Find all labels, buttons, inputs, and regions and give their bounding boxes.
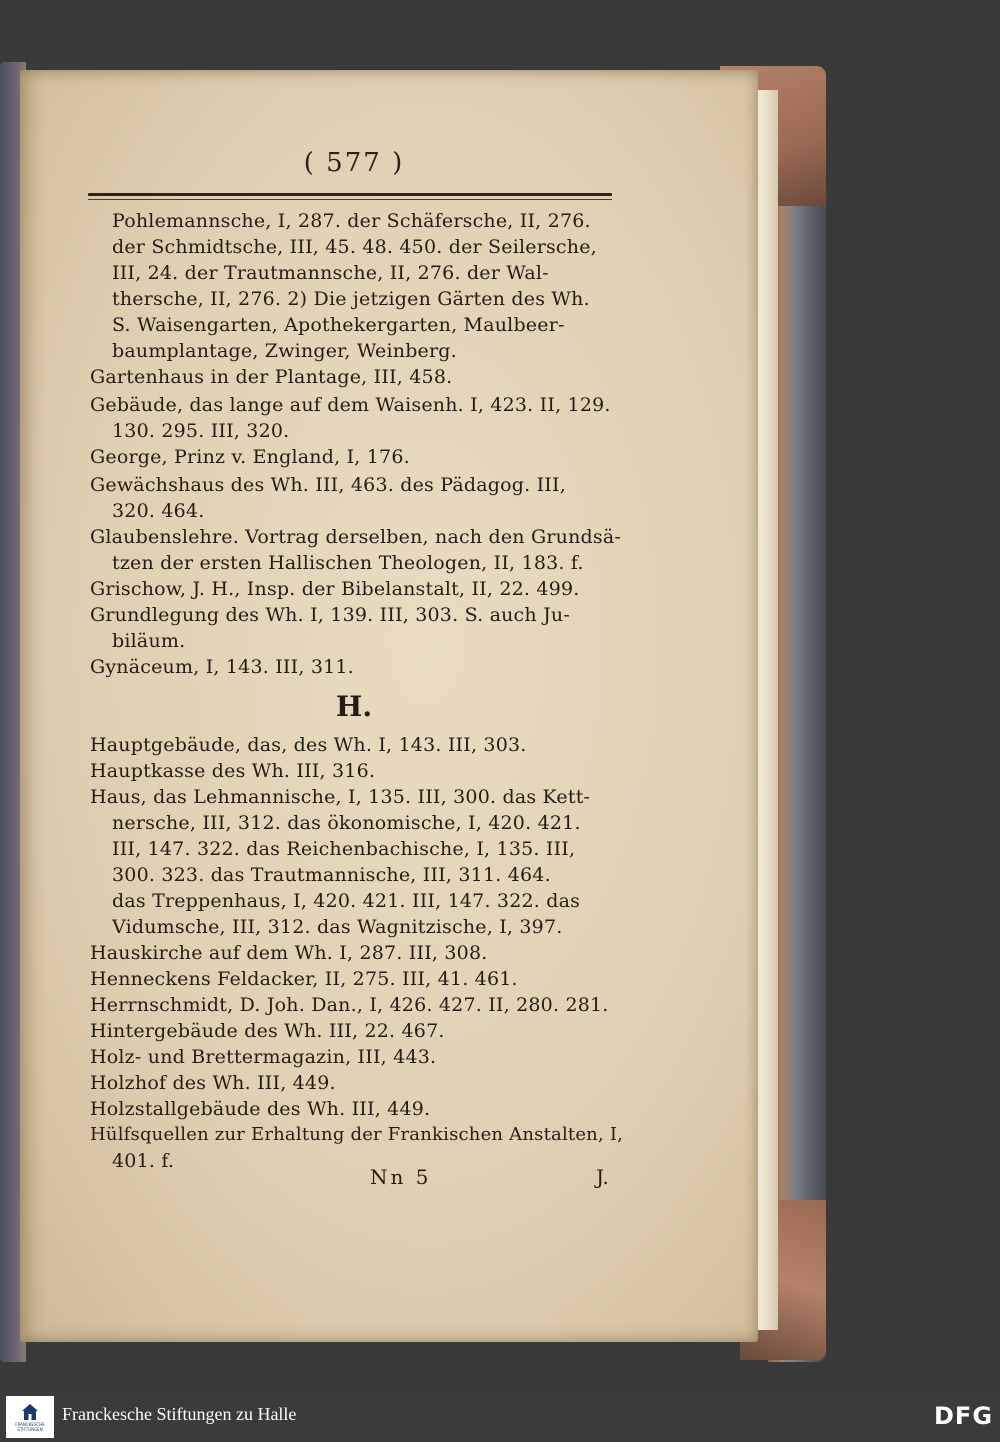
header-rule (88, 193, 612, 196)
index-line: 300. 323. das Trautmannische, III, 311. 464. (112, 864, 551, 886)
index-line: Hintergebäude des Wh. III, 22. 467. (90, 1020, 445, 1042)
index-line: Glaubenslehre. Vortrag derselben, nach den Grundsä- (90, 526, 621, 548)
section-heading: H. (335, 690, 373, 723)
index-line: der Schmidtsche, III, 45. 48. 450. der Seilersche, (112, 236, 597, 258)
footer-title[interactable]: Franckesche Stiftungen zu Halle (62, 1404, 297, 1424)
index-line: das Treppenhaus, I, 420. 421. III, 147. 322. das (112, 890, 581, 912)
index-line: Holz- und Brettermagazin, III, 443. (90, 1046, 437, 1068)
index-line: 130. 295. III, 320. (112, 420, 290, 442)
signature-mark: Nn 5 (370, 1165, 432, 1189)
index-line: Grundlegung des Wh. I, 139. III, 303. S. auch Ju- (90, 604, 570, 626)
index-line: Vidumsche, III, 312. das Wagnitzische, I, 397. (112, 916, 563, 938)
foundation-crest-icon[interactable] (6, 1396, 54, 1438)
index-line: 401. f. (112, 1150, 175, 1172)
index-line: Pohlemannsche, I, 287. der Schäfersche, II, 276. (112, 210, 591, 232)
index-line: George, Prinz v. England, I, 176. (90, 446, 410, 468)
header-rule-thin (88, 199, 612, 200)
logo-text: FRANCKESCHE STIFTUNGEN (15, 1422, 45, 1432)
index-line: Henneckens Feldacker, II, 275. III, 41. 461. (90, 968, 518, 990)
index-line: Hauskirche auf dem Wh. I, 287. III, 308. (90, 942, 488, 964)
crest-icon (20, 1402, 40, 1422)
index-line: Hülfsquellen zur Erhaltung der Frankischen Anstalten, I, (90, 1124, 624, 1145)
index-line: S. Waisengarten, Apothekergarten, Maulbeer- (112, 314, 565, 336)
index-line: Gewächshaus des Wh. III, 463. des Pädagog. III, (90, 474, 566, 496)
catchword: J. (596, 1165, 609, 1189)
page-number: ( 577 ) (303, 148, 405, 178)
dfg-logo[interactable]: DFG (934, 1402, 994, 1430)
index-line: tzen der ersten Hallischen Theologen, II, 183. f. (112, 552, 584, 574)
index-line: Hauptgebäude, das, des Wh. I, 143. III, 303. (90, 734, 527, 756)
index-line: Holzstallgebäude des Wh. III, 449. (90, 1098, 431, 1120)
index-line: biläum. (112, 630, 186, 652)
index-line: Gynäceum, I, 143. III, 311. (90, 656, 354, 678)
index-line: III, 24. der Trautmannsche, II, 276. der Wal- (112, 262, 549, 284)
index-line: Hauptkasse des Wh. III, 316. (90, 760, 376, 782)
index-line: Holzhof des Wh. III, 449. (90, 1072, 336, 1094)
index-line: Gartenhaus in der Plantage, III, 458. (90, 366, 453, 388)
index-line: Gebäude, das lange auf dem Waisenh. I, 423. II, 129. (90, 394, 611, 416)
index-line: 320. 464. (112, 500, 205, 522)
index-line: baumplantage, Zwinger, Weinberg. (112, 340, 457, 362)
index-line: thersche, II, 276. 2) Die jetzigen Gärten des Wh. (112, 288, 590, 310)
index-line: Haus, das Lehmannische, I, 135. III, 300. das Kett- (90, 786, 591, 808)
index-line: nersche, III, 312. das ökonomische, I, 420. 421. (112, 812, 581, 834)
index-line: III, 147. 322. das Reichenbachische, I, 135. III, (112, 838, 576, 860)
index-line: Herrnschmidt, D. Joh. Dan., I, 426. 427. II, 280. 281. (90, 994, 609, 1016)
index-line: Grischow, J. H., Insp. der Bibelanstalt, II, 22. 499. (90, 578, 580, 600)
